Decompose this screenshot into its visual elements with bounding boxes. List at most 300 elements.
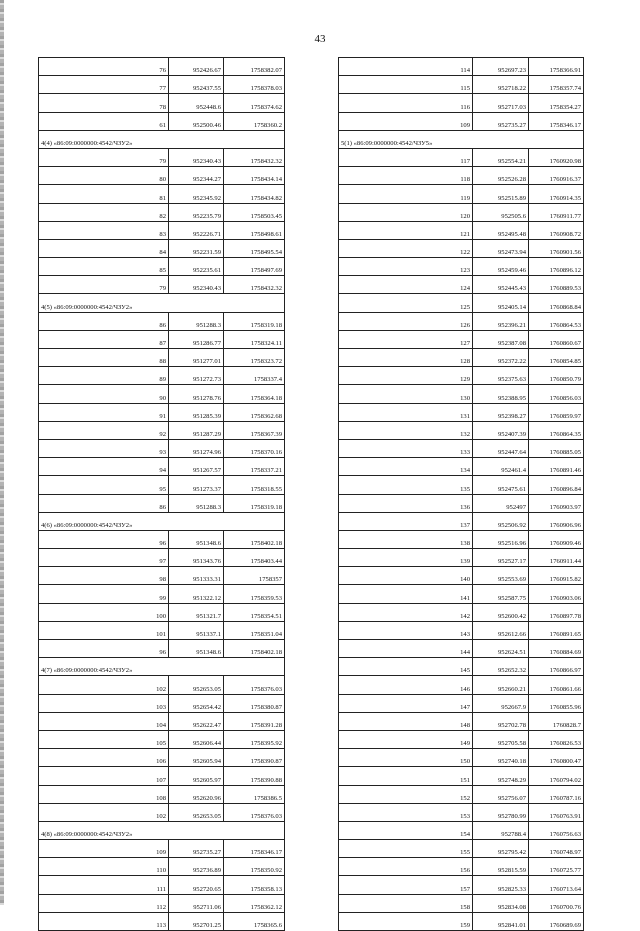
x-coordinate-cell: 952554.21 — [473, 148, 529, 166]
section-header-label: 4(6) «86:09:0000000:4542/ЧЗУ2» — [39, 512, 285, 530]
table-row — [339, 458, 584, 476]
y-coordinate-cell: 1760868.84 — [529, 294, 584, 312]
x-coordinate-cell: 952345.92 — [169, 185, 224, 203]
x-coordinate-cell: 951348.6 — [169, 640, 224, 658]
x-coordinate-cell: 952445.43 — [473, 276, 529, 294]
y-coordinate-cell: 1758370.16 — [224, 439, 285, 457]
y-coordinate-cell: 1760864.35 — [529, 421, 584, 439]
point-number-cell: 86 — [39, 312, 169, 330]
y-coordinate-cell: 1760903.06 — [529, 585, 584, 603]
point-number-cell: 117 — [339, 148, 473, 166]
point-number-cell: 155 — [339, 840, 473, 858]
y-coordinate-cell: 1760903.97 — [529, 494, 584, 512]
y-coordinate-cell: 1760861.66 — [529, 676, 584, 694]
y-coordinate-cell: 1760891.46 — [529, 458, 584, 476]
y-coordinate-cell: 1758367.39 — [224, 421, 285, 439]
x-coordinate-cell: 952736.89 — [169, 858, 224, 876]
point-number-cell: 127 — [339, 330, 473, 348]
x-coordinate-cell: 952231.59 — [169, 239, 224, 257]
table-row — [339, 894, 584, 912]
page-number: 43 — [314, 33, 326, 45]
x-coordinate-cell: 952605.94 — [169, 749, 224, 767]
table-row — [39, 912, 285, 930]
table-row — [339, 258, 584, 276]
section-header-row — [339, 130, 584, 148]
y-coordinate-cell: 1760725.77 — [529, 858, 584, 876]
x-coordinate-cell: 952720.65 — [169, 876, 224, 894]
table-row — [339, 385, 584, 403]
y-coordinate-cell: 1758337.4 — [224, 367, 285, 385]
point-number-cell: 126 — [339, 312, 473, 330]
table-row — [39, 312, 285, 330]
x-coordinate-cell: 951337.1 — [169, 621, 224, 639]
table-row — [39, 876, 285, 894]
table-row — [339, 367, 584, 385]
x-coordinate-cell: 952405.14 — [473, 294, 529, 312]
table-row — [339, 585, 584, 603]
coordinates-table-right — [338, 57, 584, 931]
point-number-cell: 104 — [39, 712, 169, 730]
point-number-cell: 138 — [339, 530, 473, 548]
point-number-cell: 128 — [339, 349, 473, 367]
x-coordinate-cell: 951333.31 — [169, 567, 224, 585]
x-coordinate-cell: 952652.32 — [473, 658, 529, 676]
y-coordinate-cell: 1758390.87 — [224, 749, 285, 767]
x-coordinate-cell: 952622.47 — [169, 712, 224, 730]
table-row — [39, 385, 285, 403]
x-coordinate-cell: 952748.29 — [473, 767, 529, 785]
point-number-cell: 131 — [339, 403, 473, 421]
x-coordinate-cell: 952344.27 — [169, 167, 224, 185]
table-row — [339, 203, 584, 221]
point-number-cell: 105 — [39, 730, 169, 748]
table-row — [339, 840, 584, 858]
point-number-cell: 158 — [339, 894, 473, 912]
table-row — [39, 621, 285, 639]
y-coordinate-cell: 1760855.96 — [529, 694, 584, 712]
table-row — [339, 730, 584, 748]
table-row — [339, 167, 584, 185]
x-coordinate-cell: 952473.94 — [473, 239, 529, 257]
table-row — [339, 858, 584, 876]
point-number-cell: 84 — [39, 239, 169, 257]
section-header-row — [39, 294, 285, 312]
x-coordinate-cell: 952426.67 — [169, 58, 224, 76]
table-row — [339, 803, 584, 821]
point-number-cell: 112 — [39, 894, 169, 912]
table-row — [339, 494, 584, 512]
table-row — [39, 458, 285, 476]
table-row — [339, 658, 584, 676]
table-row — [339, 276, 584, 294]
y-coordinate-cell: 1760897.78 — [529, 603, 584, 621]
y-coordinate-cell: 1760911.44 — [529, 549, 584, 567]
section-header-label: 4(5) «86:09:0000000:4542/ЧЗУ2» — [39, 294, 285, 312]
table-row — [39, 785, 285, 803]
table-row — [339, 621, 584, 639]
y-coordinate-cell: 1758318.55 — [224, 476, 285, 494]
x-coordinate-cell: 952461.4 — [473, 458, 529, 476]
x-coordinate-cell: 952620.96 — [169, 785, 224, 803]
table-row — [339, 239, 584, 257]
x-coordinate-cell: 952653.05 — [169, 803, 224, 821]
table-row — [39, 258, 285, 276]
y-coordinate-cell: 1760911.77 — [529, 203, 584, 221]
point-number-cell: 100 — [39, 603, 169, 621]
point-number-cell: 87 — [39, 330, 169, 348]
x-coordinate-cell: 951321.7 — [169, 603, 224, 621]
table-row — [39, 858, 285, 876]
x-coordinate-cell: 952825.33 — [473, 876, 529, 894]
x-coordinate-cell: 952834.08 — [473, 894, 529, 912]
x-coordinate-cell: 951288.3 — [169, 312, 224, 330]
section-header-row — [39, 821, 285, 839]
y-coordinate-cell: 1758358.13 — [224, 876, 285, 894]
table-row — [39, 476, 285, 494]
x-coordinate-cell: 952788.4 — [473, 821, 529, 839]
x-coordinate-cell: 952606.44 — [169, 730, 224, 748]
point-number-cell: 144 — [339, 640, 473, 658]
y-coordinate-cell: 1760864.53 — [529, 312, 584, 330]
point-number-cell: 150 — [339, 749, 473, 767]
x-coordinate-cell: 952697.23 — [473, 58, 529, 76]
y-coordinate-cell: 1758403.44 — [224, 549, 285, 567]
y-coordinate-cell: 1760908.72 — [529, 221, 584, 239]
point-number-cell: 119 — [339, 185, 473, 203]
y-coordinate-cell: 1760915.82 — [529, 567, 584, 585]
x-coordinate-cell: 951273.37 — [169, 476, 224, 494]
point-number-cell: 61 — [39, 112, 169, 130]
x-coordinate-cell: 952735.27 — [169, 840, 224, 858]
y-coordinate-cell: 1760850.79 — [529, 367, 584, 385]
point-number-cell: 145 — [339, 658, 473, 676]
table-row — [339, 312, 584, 330]
y-coordinate-cell: 1758357.74 — [529, 76, 584, 94]
table-row — [339, 876, 584, 894]
x-coordinate-cell: 952516.96 — [473, 530, 529, 548]
y-coordinate-cell: 1760914.35 — [529, 185, 584, 203]
y-coordinate-cell: 1760748.97 — [529, 840, 584, 858]
x-coordinate-cell: 951322.12 — [169, 585, 224, 603]
table-row — [39, 494, 285, 512]
y-coordinate-cell: 1760787.16 — [529, 785, 584, 803]
point-number-cell: 88 — [39, 349, 169, 367]
point-number-cell: 133 — [339, 439, 473, 457]
table-row — [39, 894, 285, 912]
point-number-cell: 125 — [339, 294, 473, 312]
table-row — [339, 94, 584, 112]
x-coordinate-cell: 951285.39 — [169, 403, 224, 421]
table-row — [339, 912, 584, 930]
table-row — [339, 476, 584, 494]
x-coordinate-cell: 951267.57 — [169, 458, 224, 476]
table-row — [339, 330, 584, 348]
point-number-cell: 120 — [339, 203, 473, 221]
point-number-cell: 141 — [339, 585, 473, 603]
table-row — [39, 585, 285, 603]
point-number-cell: 149 — [339, 730, 473, 748]
point-number-cell: 140 — [339, 567, 473, 585]
table-row — [339, 821, 584, 839]
y-coordinate-cell: 1758434.82 — [224, 185, 285, 203]
y-coordinate-cell: 1758434.14 — [224, 167, 285, 185]
y-coordinate-cell: 1758362.12 — [224, 894, 285, 912]
point-number-cell: 116 — [339, 94, 473, 112]
y-coordinate-cell: 1758364.18 — [224, 385, 285, 403]
x-coordinate-cell: 952506.92 — [473, 512, 529, 530]
x-coordinate-cell: 952756.07 — [473, 785, 529, 803]
y-coordinate-cell: 1760885.05 — [529, 439, 584, 457]
point-number-cell: 91 — [39, 403, 169, 421]
x-coordinate-cell: 951277.01 — [169, 349, 224, 367]
point-number-cell: 156 — [339, 858, 473, 876]
x-coordinate-cell: 952340.43 — [169, 148, 224, 166]
y-coordinate-cell: 1760763.91 — [529, 803, 584, 821]
x-coordinate-cell: 952740.18 — [473, 749, 529, 767]
x-coordinate-cell: 952795.42 — [473, 840, 529, 858]
point-number-cell: 146 — [339, 676, 473, 694]
x-coordinate-cell: 952653.05 — [169, 676, 224, 694]
y-coordinate-cell: 1758354.27 — [529, 94, 584, 112]
point-number-cell: 109 — [339, 112, 473, 130]
point-number-cell: 147 — [339, 694, 473, 712]
x-coordinate-cell: 952375.63 — [473, 367, 529, 385]
table-row — [339, 112, 584, 130]
point-number-cell: 90 — [39, 385, 169, 403]
table-row — [39, 549, 285, 567]
y-coordinate-cell: 1758346.17 — [529, 112, 584, 130]
y-coordinate-cell: 1758498.61 — [224, 221, 285, 239]
point-number-cell: 93 — [39, 439, 169, 457]
table-row — [39, 767, 285, 785]
table-row — [339, 676, 584, 694]
point-number-cell: 118 — [339, 167, 473, 185]
x-coordinate-cell: 952475.61 — [473, 476, 529, 494]
table-row — [39, 276, 285, 294]
y-coordinate-cell: 1758374.62 — [224, 94, 285, 112]
point-number-cell: 106 — [39, 749, 169, 767]
y-coordinate-cell: 1758365.6 — [224, 912, 285, 930]
y-coordinate-cell: 1760826.53 — [529, 730, 584, 748]
x-coordinate-cell: 951274.96 — [169, 439, 224, 457]
x-coordinate-cell: 952526.28 — [473, 167, 529, 185]
x-coordinate-cell: 952497 — [473, 494, 529, 512]
table-row — [39, 676, 285, 694]
point-number-cell: 136 — [339, 494, 473, 512]
table-row — [39, 640, 285, 658]
y-coordinate-cell: 1760909.46 — [529, 530, 584, 548]
x-coordinate-cell: 951348.6 — [169, 530, 224, 548]
point-number-cell: 113 — [39, 912, 169, 930]
y-coordinate-cell: 1758376.03 — [224, 676, 285, 694]
x-coordinate-cell: 951272.73 — [169, 367, 224, 385]
section-header-label: 5(1) «86:09:0000000:4542/ЧЗУ5» — [339, 130, 584, 148]
point-number-cell: 108 — [39, 785, 169, 803]
section-header-label: 4(7) «86:09:0000000:4542/ЧЗУ2» — [39, 658, 285, 676]
x-coordinate-cell: 952660.21 — [473, 676, 529, 694]
point-number-cell: 148 — [339, 712, 473, 730]
table-row — [339, 403, 584, 421]
x-coordinate-cell: 952387.08 — [473, 330, 529, 348]
table-row — [39, 239, 285, 257]
point-number-cell: 123 — [339, 258, 473, 276]
y-coordinate-cell: 1760896.84 — [529, 476, 584, 494]
y-coordinate-cell: 1758354.51 — [224, 603, 285, 621]
y-coordinate-cell: 1758351.04 — [224, 621, 285, 639]
table-row — [39, 148, 285, 166]
x-coordinate-cell: 952612.66 — [473, 621, 529, 639]
y-coordinate-cell: 1758395.92 — [224, 730, 285, 748]
point-number-cell: 94 — [39, 458, 169, 476]
point-number-cell: 103 — [39, 694, 169, 712]
y-coordinate-cell: 1758359.53 — [224, 585, 285, 603]
point-number-cell: 139 — [339, 549, 473, 567]
x-coordinate-cell: 951288.3 — [169, 494, 224, 512]
x-coordinate-cell: 952372.22 — [473, 349, 529, 367]
x-coordinate-cell: 952718.22 — [473, 76, 529, 94]
point-number-cell: 79 — [39, 148, 169, 166]
y-coordinate-cell: 1758402.18 — [224, 640, 285, 658]
point-number-cell: 115 — [339, 76, 473, 94]
point-number-cell: 154 — [339, 821, 473, 839]
y-coordinate-cell: 1758432.32 — [224, 148, 285, 166]
y-coordinate-cell: 1760828.7 — [529, 712, 584, 730]
point-number-cell: 157 — [339, 876, 473, 894]
y-coordinate-cell: 1760856.03 — [529, 385, 584, 403]
table-row — [339, 785, 584, 803]
table-row — [39, 94, 285, 112]
table-row — [39, 58, 285, 76]
x-coordinate-cell: 952711.06 — [169, 894, 224, 912]
table-row — [39, 712, 285, 730]
point-number-cell: 129 — [339, 367, 473, 385]
table-row — [39, 167, 285, 185]
point-number-cell: 97 — [39, 549, 169, 567]
table-row — [339, 148, 584, 166]
table-row — [339, 439, 584, 457]
y-coordinate-cell: 1760884.69 — [529, 640, 584, 658]
y-coordinate-cell: 1760891.65 — [529, 621, 584, 639]
x-coordinate-cell: 952735.27 — [473, 112, 529, 130]
y-coordinate-cell: 1758503.45 — [224, 203, 285, 221]
point-number-cell: 151 — [339, 767, 473, 785]
table-row — [339, 640, 584, 658]
point-number-cell: 83 — [39, 221, 169, 239]
point-number-cell: 96 — [39, 530, 169, 548]
x-coordinate-cell: 952500.46 — [169, 112, 224, 130]
table-row — [339, 221, 584, 239]
y-coordinate-cell: 1758350.92 — [224, 858, 285, 876]
table-row — [339, 567, 584, 585]
y-coordinate-cell: 1758324.11 — [224, 330, 285, 348]
table-row — [39, 694, 285, 712]
table-row — [39, 330, 285, 348]
table-row — [39, 530, 285, 548]
x-coordinate-cell: 951278.76 — [169, 385, 224, 403]
y-coordinate-cell: 1758319.18 — [224, 312, 285, 330]
x-coordinate-cell: 952605.97 — [169, 767, 224, 785]
table-row — [339, 749, 584, 767]
point-number-cell: 114 — [339, 58, 473, 76]
point-number-cell: 76 — [39, 58, 169, 76]
point-number-cell: 82 — [39, 203, 169, 221]
table-row — [339, 421, 584, 439]
point-number-cell: 137 — [339, 512, 473, 530]
table-row — [39, 439, 285, 457]
y-coordinate-cell: 1758390.88 — [224, 767, 285, 785]
table-row — [39, 349, 285, 367]
point-number-cell: 110 — [39, 858, 169, 876]
x-coordinate-cell: 952459.46 — [473, 258, 529, 276]
y-coordinate-cell: 1760920.98 — [529, 148, 584, 166]
y-coordinate-cell: 1760859.97 — [529, 403, 584, 421]
point-number-cell: 134 — [339, 458, 473, 476]
x-coordinate-cell: 952701.25 — [169, 912, 224, 930]
y-coordinate-cell: 1760854.85 — [529, 349, 584, 367]
x-coordinate-cell: 951286.77 — [169, 330, 224, 348]
x-coordinate-cell: 952587.75 — [473, 585, 529, 603]
y-coordinate-cell: 1758362.68 — [224, 403, 285, 421]
point-number-cell: 130 — [339, 385, 473, 403]
point-number-cell: 86 — [39, 494, 169, 512]
y-coordinate-cell: 1760794.02 — [529, 767, 584, 785]
table-row — [39, 403, 285, 421]
table-row — [39, 730, 285, 748]
point-number-cell: 81 — [39, 185, 169, 203]
point-number-cell: 96 — [39, 640, 169, 658]
table-row — [339, 512, 584, 530]
y-coordinate-cell: 1760756.63 — [529, 821, 584, 839]
y-coordinate-cell: 1758432.32 — [224, 276, 285, 294]
point-number-cell: 77 — [39, 76, 169, 94]
y-coordinate-cell: 1758402.18 — [224, 530, 285, 548]
x-coordinate-cell: 952815.59 — [473, 858, 529, 876]
scan-edge-artifact — [0, 0, 4, 905]
x-coordinate-cell: 952447.64 — [473, 439, 529, 457]
x-coordinate-cell: 952667.9 — [473, 694, 529, 712]
x-coordinate-cell: 952448.6 — [169, 94, 224, 112]
section-header-label: 4(4) «86:09:0000000:4542/ЧЗУ2» — [39, 130, 285, 148]
table-row — [339, 603, 584, 621]
point-number-cell: 101 — [39, 621, 169, 639]
x-coordinate-cell: 952388.95 — [473, 385, 529, 403]
table-row — [39, 185, 285, 203]
x-coordinate-cell: 952841.01 — [473, 912, 529, 930]
table-row — [39, 421, 285, 439]
point-number-cell: 132 — [339, 421, 473, 439]
y-coordinate-cell: 1758380.87 — [224, 694, 285, 712]
point-number-cell: 143 — [339, 621, 473, 639]
y-coordinate-cell: 1758319.18 — [224, 494, 285, 512]
table-row — [39, 221, 285, 239]
x-coordinate-cell: 952505.6 — [473, 203, 529, 221]
x-coordinate-cell: 952515.89 — [473, 185, 529, 203]
table-row — [339, 185, 584, 203]
table-row — [339, 694, 584, 712]
y-coordinate-cell: 1760916.37 — [529, 167, 584, 185]
table-row — [339, 712, 584, 730]
point-number-cell: 135 — [339, 476, 473, 494]
point-number-cell: 111 — [39, 876, 169, 894]
point-number-cell: 121 — [339, 221, 473, 239]
x-coordinate-cell: 952527.17 — [473, 549, 529, 567]
y-coordinate-cell: 1760689.69 — [529, 912, 584, 930]
y-coordinate-cell: 1760713.64 — [529, 876, 584, 894]
point-number-cell: 152 — [339, 785, 473, 803]
y-coordinate-cell: 1758391.28 — [224, 712, 285, 730]
x-coordinate-cell: 952235.61 — [169, 258, 224, 276]
x-coordinate-cell: 952600.42 — [473, 603, 529, 621]
